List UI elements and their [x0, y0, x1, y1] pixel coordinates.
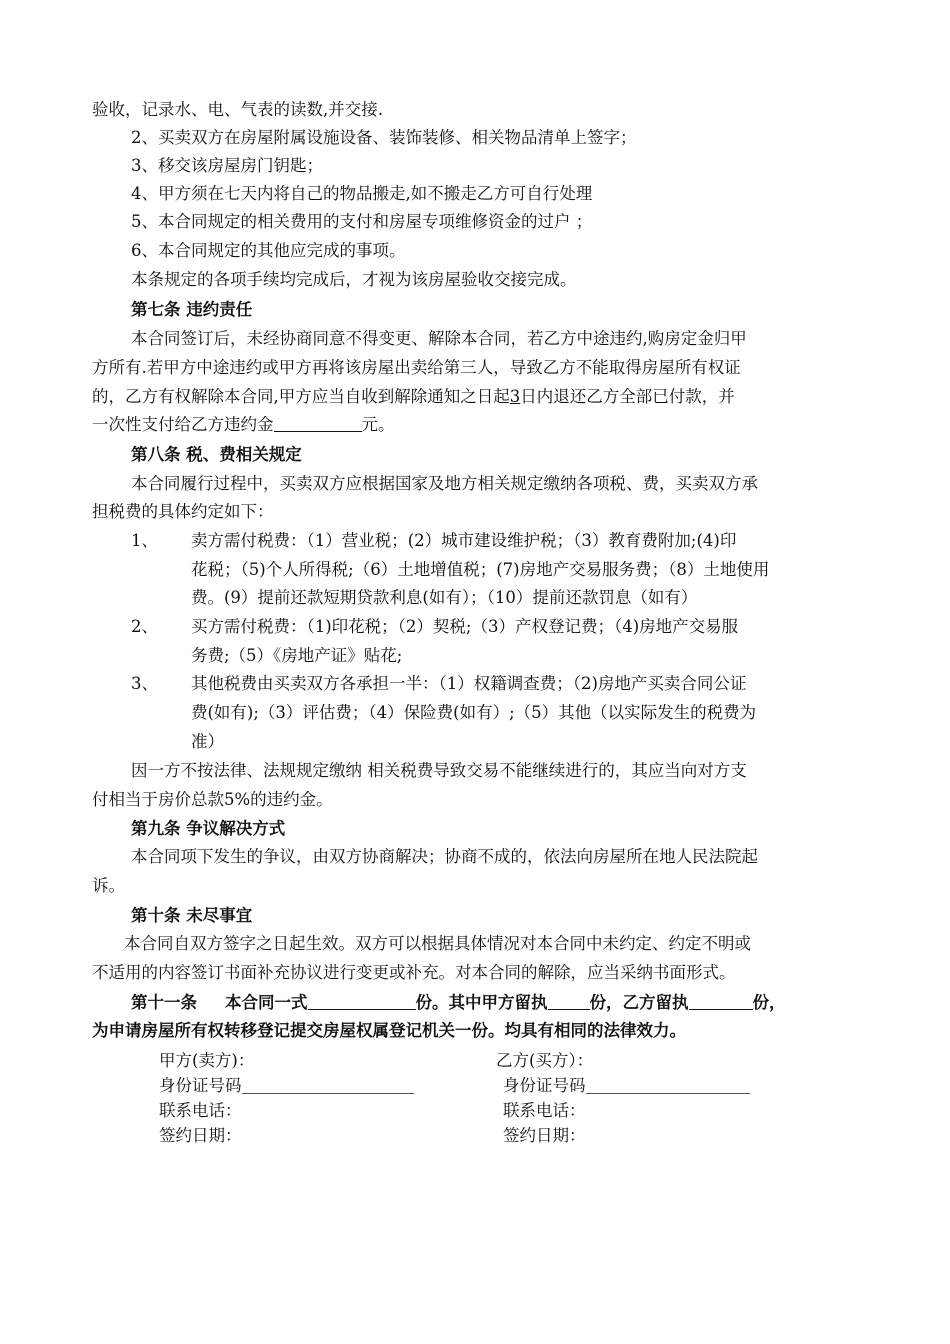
article-11-text: 为申请房屋所有权转移登记提交房屋权属登记机关一份。均具有相同的法律效力。	[92, 1021, 686, 1040]
tax-item-text: 卖方需付税费：（1）营业税；(2）城市建设维护税；（3）教育费附加;(4)印	[191, 531, 737, 550]
refund-days-value: 3	[509, 387, 521, 406]
article-10-heading: 第十条 未尽事宜	[131, 906, 253, 925]
handover-conclusion: 本条规定的各项手续均完成后，才视为该房屋验收交接完成。	[131, 270, 577, 289]
tax-item-1-cont: 费。(9）提前还款短期贷款利息(如有）；（10）提前还款罚息（如有）	[191, 588, 698, 607]
party-a-copies-blank[interactable]	[548, 993, 590, 1010]
handover-item-3: 3、移交该房屋房门钥匙；	[131, 156, 323, 175]
party-a-id-row	[159, 1075, 414, 1097]
article-11-text: 份，乙方留执	[589, 993, 689, 1012]
tax-item-1-cont: 花税；（5)个人所得税;（6）土地增值税；(7)房地产交易服务费；（8）土地使用	[191, 560, 770, 579]
article-9-heading: 第九条 争议解决方式	[131, 819, 286, 838]
penalty-amount-blank[interactable]	[274, 415, 362, 432]
article-10-text: 本合同自双方签字之日起生效。双方可以根据具体情况对本合同中未约定、约定不明或	[124, 934, 751, 953]
handover-line: 验收，记录水、电、气表的读数,并交接.	[92, 100, 383, 119]
article-8-text: 本合同履行过程中，买卖双方应根据国家及地方相关规定缴纳各项税、费，买卖双方承	[131, 474, 758, 493]
article-9-text: 诉。	[92, 876, 125, 895]
handover-item-5: 5、本合同规定的相关费用的支付和房屋专项维修资金的过户 ；	[131, 212, 593, 231]
tax-item-3-cont: 准）	[191, 732, 224, 751]
handover-item-2: 2、买卖双方在房屋附属设施设备、装饰装修、相关物品清单上签字；	[131, 128, 637, 147]
tax-item-number: 1、	[131, 531, 158, 550]
id-number-label: 身份证号码	[503, 1076, 586, 1095]
party-a-date-label: 签约日期：	[159, 1126, 242, 1145]
article-8-text: 因一方不按法律、法规规定缴纳 相关税费导致交易不能继续进行的，其应当向对方支	[131, 761, 747, 780]
article-8-text: 担税费的具体约定如下：	[92, 502, 274, 521]
tax-item-3	[131, 673, 746, 695]
party-a-id-field[interactable]	[242, 1077, 414, 1094]
article-7-text-part: 元。	[361, 415, 395, 434]
article-11-text: 份，	[752, 993, 786, 1012]
party-b-label: 乙方(买方）：	[496, 1051, 594, 1070]
article-11-text: 本合同一式	[225, 993, 308, 1012]
copies-total-blank[interactable]	[308, 993, 416, 1010]
article-7-text-part: 的，乙方有权解除本合同,甲方应当自收到解除通知之日起	[92, 387, 510, 406]
tax-item-1	[131, 530, 736, 552]
party-b-date-label: 签约日期：	[503, 1126, 586, 1145]
party-b-id-field[interactable]	[586, 1077, 750, 1094]
tax-item-3-cont: 费(如有);（3）评估费；（4）保险费(如有）;（5）其他（以实际发生的税费为	[191, 703, 757, 722]
article-11-line	[131, 992, 786, 1014]
article-8-heading: 第八条 税、费相关规定	[131, 445, 302, 464]
article-9-text: 本合同项下发生的争议，由双方协商解决；协商不成的，依法向房屋所在地人民法院起	[131, 847, 758, 866]
tax-item-2	[131, 616, 738, 638]
tax-item-number: 2、	[131, 617, 158, 636]
article-11-text: 份。其中甲方留执	[415, 993, 548, 1012]
tax-item-text: 买方需付税费：（1)印花税；（2）契税;（3）产权登记费；（4)房地产交易服	[191, 617, 739, 636]
article-7-heading: 第七条 违约责任	[131, 300, 253, 319]
article-7-text-part: 一次性支付给乙方违约金	[92, 415, 274, 434]
party-b-phone-label: 联系电话：	[503, 1101, 586, 1120]
article-7-text	[92, 386, 735, 408]
party-b-copies-blank[interactable]	[689, 993, 753, 1010]
tax-item-number: 3、	[131, 674, 158, 693]
tax-item-2-cont: 务费;（5）《房地产证》贴花;	[191, 646, 403, 665]
article-8-text: 付相当于房价总款5%的违约金。	[92, 790, 333, 809]
article-10-text: 不适用的内容签订书面补充协议进行变更或补充。对本合同的解除，应当采纳书面形式。	[92, 963, 736, 982]
tax-item-text: 其他税费由买卖双方各承担一半：（1）权籍调查费；（2)房地产买卖合同公证	[191, 674, 747, 693]
handover-item-6: 6、本合同规定的其他应完成的事项。	[131, 241, 406, 260]
article-7-text: 方所有.若甲方中途违约或甲方再将该房屋出卖给第三人，导致乙方不能取得房屋所有权证	[92, 358, 741, 377]
article-7-text	[92, 414, 395, 436]
party-b-id-row	[503, 1075, 750, 1097]
id-number-label: 身份证号码	[159, 1076, 242, 1095]
article-11-heading: 第十一条	[131, 993, 197, 1012]
handover-item-4: 4、甲方须在七天内将自己的物品搬走,如不搬走乙方可自行处理	[131, 184, 593, 203]
article-7-text: 本合同签订后，未经协商同意不得变更、解除本合同，若乙方中途违约,购房定金归甲	[131, 329, 747, 348]
article-7-text-part: 日内退还乙方全部已付款，并	[520, 387, 735, 406]
party-a-phone-label: 联系电话：	[159, 1101, 242, 1120]
party-a-label: 甲方(卖方)：	[159, 1051, 255, 1070]
